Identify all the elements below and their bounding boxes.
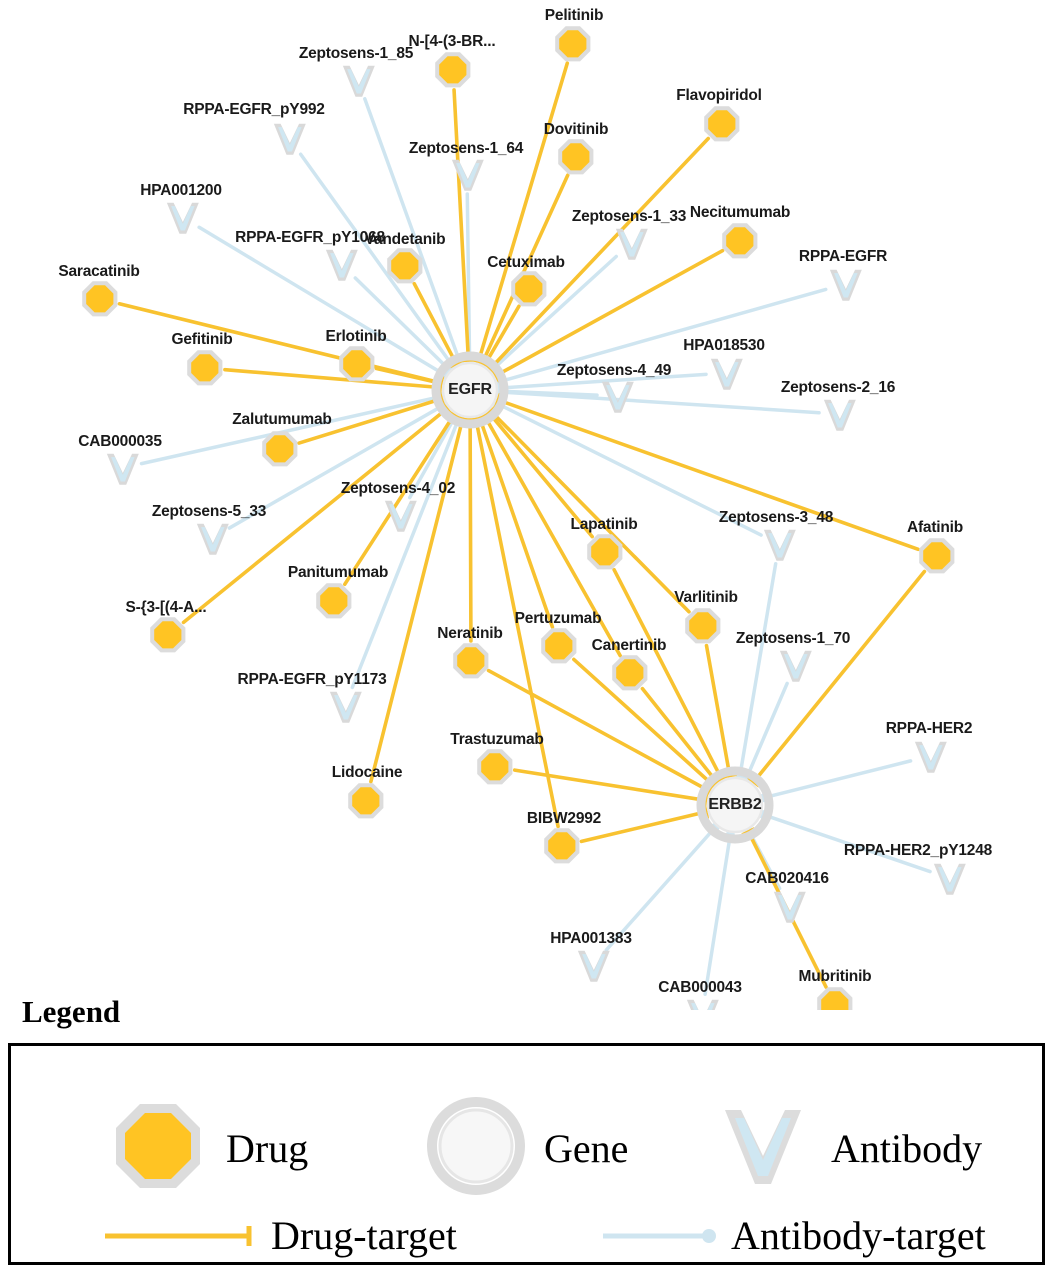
drug-node bbox=[477, 749, 512, 784]
antibody-label: RPPA-HER2_pY1248 bbox=[843, 842, 993, 859]
drug-target-edge-icon bbox=[103, 1223, 261, 1249]
edge-drug-target bbox=[491, 411, 689, 611]
drug-label: Varlitinib bbox=[674, 589, 738, 606]
drug-label: Pelitinib bbox=[544, 7, 604, 24]
antibody-node bbox=[616, 229, 648, 260]
edge-antibody-target bbox=[764, 761, 911, 798]
drug-label: Lapatinib bbox=[570, 516, 638, 533]
drug-label: Pertuzumab bbox=[514, 610, 602, 627]
antibody-node bbox=[167, 203, 199, 234]
antibody-label: Zeptosens-1_64 bbox=[408, 140, 524, 157]
drug-label: Necitumumab bbox=[689, 204, 791, 221]
legend-item-antibody bbox=[711, 1094, 982, 1203]
antibody-node bbox=[343, 66, 375, 97]
legend-label-gene: Gene bbox=[544, 1126, 629, 1171]
drug-label: Cetuximab bbox=[487, 254, 565, 271]
antibody-label: Zeptosens-4_49 bbox=[556, 362, 672, 379]
drug-node bbox=[612, 655, 647, 690]
legend-title: Legend bbox=[22, 994, 121, 1029]
antibody-label: RPPA-EGFR bbox=[798, 248, 888, 265]
edge-antibody-target bbox=[705, 835, 730, 995]
antibody-node bbox=[774, 892, 806, 923]
drug-label: Vandetanib bbox=[364, 231, 446, 248]
drug-node bbox=[704, 106, 739, 141]
antibody-node bbox=[107, 454, 139, 485]
drug-label: Zalutumumab bbox=[232, 411, 332, 428]
edge-drug-target bbox=[479, 63, 568, 361]
drug-node bbox=[685, 608, 720, 643]
gene-icon bbox=[424, 1094, 528, 1203]
drug-label: Saracatinib bbox=[58, 263, 140, 280]
edge-drug-target bbox=[345, 415, 454, 584]
legend-item-antibody-target bbox=[601, 1212, 986, 1259]
drug-label: Afatinib bbox=[906, 519, 964, 536]
drug-label: Neratinib bbox=[437, 625, 503, 642]
antibody-node bbox=[824, 400, 856, 431]
drug-node bbox=[511, 271, 546, 306]
antibody-label: Zeptosens-4_02 bbox=[340, 480, 456, 497]
edge-drug-target bbox=[376, 368, 440, 383]
drug-label: S-{3-[(4-A... bbox=[125, 599, 207, 616]
drug-node bbox=[316, 583, 351, 618]
antibody-target-edge-icon bbox=[601, 1223, 721, 1249]
antibody-node bbox=[711, 359, 743, 390]
drug-label: Trastuzumab bbox=[450, 731, 544, 748]
antibody-label: CAB000043 bbox=[658, 979, 742, 996]
drug-node bbox=[544, 828, 579, 863]
legend-edge-row bbox=[11, 1206, 1042, 1266]
antibody-label: Zeptosens-1_85 bbox=[298, 45, 414, 62]
edge-antibody-target bbox=[500, 392, 819, 413]
drug-icon bbox=[106, 1094, 210, 1203]
edge-drug-target bbox=[498, 400, 918, 549]
antibody-node bbox=[915, 742, 947, 773]
drug-label: Canertinib bbox=[591, 637, 667, 654]
antibody-label: RPPA-EGFR_pY1068 bbox=[235, 229, 385, 246]
antibody-label: Zeptosens-1_33 bbox=[571, 208, 687, 225]
legend-label-antibody-target: Antibody-target bbox=[731, 1213, 986, 1258]
antibody-node bbox=[330, 692, 362, 723]
antibody-label: HPA001383 bbox=[550, 930, 632, 947]
drug-node bbox=[82, 281, 117, 316]
drug-label: Gefitinib bbox=[171, 331, 233, 348]
legend-item-drug bbox=[106, 1094, 308, 1203]
edge-drug-target bbox=[642, 689, 716, 782]
drug-node bbox=[435, 52, 470, 87]
antibody-node bbox=[274, 124, 306, 155]
edge-drug-target bbox=[754, 572, 924, 782]
antibody-node bbox=[578, 951, 610, 982]
drug-node bbox=[262, 431, 297, 466]
edge-drug-target bbox=[225, 370, 440, 388]
drug-node bbox=[387, 248, 422, 283]
antibody-node bbox=[197, 524, 229, 555]
legend-label-drug: Drug bbox=[226, 1126, 309, 1171]
antibody-label: RPPA-EGFR_pY1173 bbox=[237, 671, 387, 688]
antibody-label: Zeptosens-2_16 bbox=[780, 379, 896, 396]
drug-label: Mubritinib bbox=[798, 968, 872, 985]
drug-node bbox=[555, 26, 590, 61]
drug-node bbox=[150, 617, 185, 652]
drug-label: Dovitinib bbox=[543, 121, 609, 138]
drug-node bbox=[817, 987, 852, 1010]
drug-node bbox=[587, 534, 622, 569]
gene-label-erbb2: ERBB2 bbox=[708, 796, 762, 813]
antibody-icon bbox=[711, 1094, 815, 1203]
drug-node bbox=[348, 783, 383, 818]
antibody-label: RPPA-EGFR_pY992 bbox=[183, 101, 325, 118]
antibody-label: Zeptosens-5_33 bbox=[151, 503, 267, 520]
drug-node bbox=[541, 628, 576, 663]
antibody-label: RPPA-HER2 bbox=[885, 720, 973, 737]
drug-node bbox=[722, 223, 757, 258]
edge-drug-target bbox=[470, 420, 471, 641]
antibody-node bbox=[452, 160, 484, 191]
antibody-node bbox=[326, 250, 358, 281]
legend-item-drug-target bbox=[103, 1212, 457, 1259]
drug-label: BIBW2992 bbox=[526, 810, 602, 827]
antibody-label: HPA018530 bbox=[683, 337, 765, 354]
gene-label-egfr: EGFR bbox=[448, 381, 492, 398]
edge-drug-target bbox=[480, 418, 553, 627]
edge-antibody-target bbox=[740, 564, 776, 776]
drug-node bbox=[187, 350, 222, 385]
drug-node bbox=[558, 139, 593, 174]
antibody-label: Zeptosens-3_48 bbox=[718, 509, 834, 526]
antibody-node bbox=[830, 270, 862, 301]
drug-label: Panitumumab bbox=[287, 564, 389, 581]
legend-box bbox=[8, 1043, 1045, 1265]
antibody-label: CAB020416 bbox=[745, 870, 829, 887]
antibody-node bbox=[780, 651, 812, 682]
drug-label: N-[4-(3-BR... bbox=[408, 33, 496, 50]
drug-label: Lidocaine bbox=[331, 764, 403, 781]
legend-label-drug-target: Drug-target bbox=[271, 1213, 457, 1258]
antibody-label: Zeptosens-1_70 bbox=[735, 630, 851, 647]
drug-node bbox=[339, 346, 374, 381]
antibody-node bbox=[687, 1000, 719, 1010]
antibody-node bbox=[934, 864, 966, 895]
drug-label: Flavopiridol bbox=[676, 87, 762, 104]
drug-node bbox=[919, 538, 954, 573]
drug-node bbox=[453, 643, 488, 678]
legend-item-gene bbox=[424, 1094, 628, 1203]
legend-node-row bbox=[11, 1086, 1042, 1196]
antibody-label: CAB000035 bbox=[78, 433, 162, 450]
antibody-node bbox=[764, 530, 796, 561]
drug-label: Erlotinib bbox=[325, 328, 387, 345]
antibody-label: HPA001200 bbox=[140, 182, 222, 199]
legend-label-antibody: Antibody bbox=[831, 1126, 983, 1171]
